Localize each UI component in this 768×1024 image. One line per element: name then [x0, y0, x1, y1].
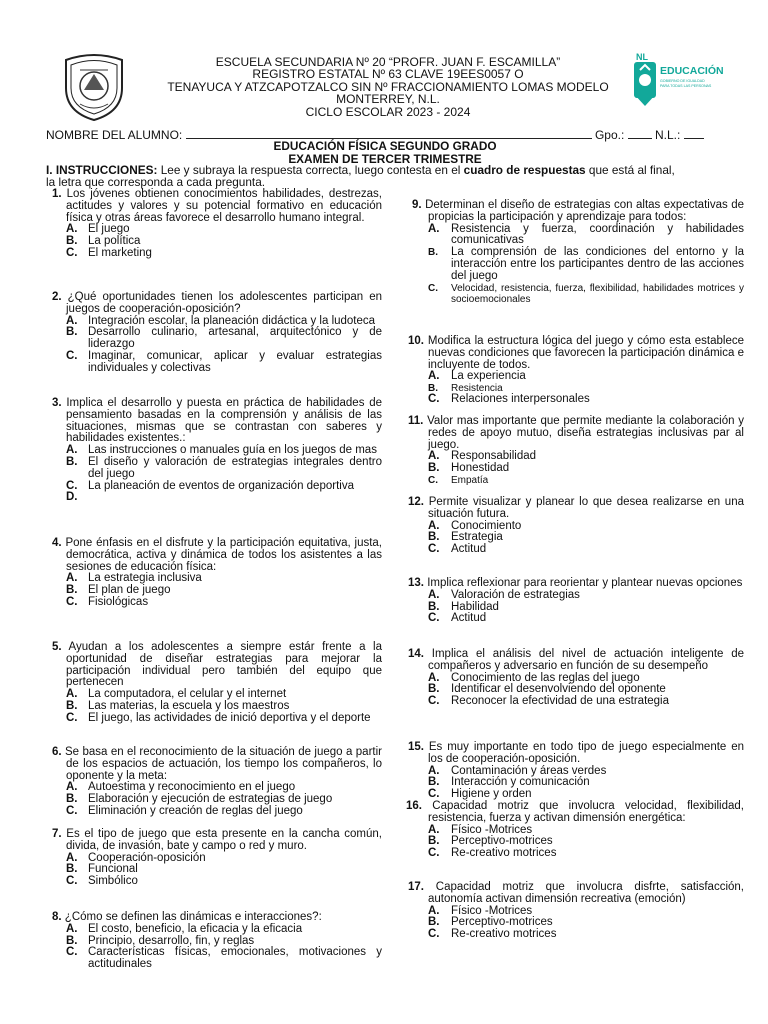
logo-sub1-text: GOBIERNO DE IGUALDAD [660, 79, 705, 83]
option-text: Re-creativo motrices [451, 928, 557, 941]
question-number: 5. [52, 641, 62, 653]
option-text: Las instrucciones o manuales guía en los juegos de mas [88, 444, 377, 457]
option-text: Las materias, la escuela y los maestros [88, 699, 290, 712]
instructions-text-3: la letra que corresponda a cada pregunta. [46, 175, 266, 189]
school-address: TENAYUCA Y ATZCAPOTZALCO SIN Nº FRACCIONAMIENTO LOMAS MODELO [167, 79, 609, 94]
student-name-label: NOMBRE DEL ALUMNO: [46, 128, 183, 142]
option-text: Contaminación y áreas verdes [451, 764, 607, 777]
option-c[interactable] [428, 544, 744, 556]
option-text: Fisiológicas [88, 595, 149, 608]
option-letter: B. [428, 462, 440, 475]
option-letter: A. [428, 823, 440, 836]
option-c[interactable] [66, 876, 382, 888]
option-letter: C. [428, 282, 438, 294]
option-letter: A. [428, 519, 440, 532]
option-text: Valoración de estrategias [451, 588, 580, 601]
option-c[interactable] [66, 713, 382, 725]
option-letter: C. [428, 474, 438, 486]
question-13 [406, 578, 744, 625]
school-registry: REGISTRO ESTATAL Nº 63 CLAVE 19EES0057 O [252, 67, 524, 82]
question-stem: Es el tipo de juego que esta presente en la cancha común, divida, de invasión, bate y campo o red y muro. [66, 828, 382, 852]
option-text: Habilidad [451, 600, 499, 613]
option-text: Re-creativo motrices [451, 847, 557, 860]
option-text: Funcional [88, 863, 138, 876]
question-number: 14. [408, 648, 424, 660]
option-letter: C. [428, 847, 440, 860]
list-number-field[interactable] [684, 128, 704, 139]
question-2 [46, 292, 382, 375]
question-number: 9. [412, 199, 422, 211]
group-label: Gpo.: [594, 128, 625, 142]
option-letter: C. [428, 928, 440, 941]
question-number: 3. [52, 397, 62, 409]
option-letter: B. [428, 683, 440, 696]
option-text: La planeación de eventos de organización deportiva [88, 479, 354, 492]
question-stem: Capacidad motriz que involucra disfrte, satisfacción, autonomía activan dimensión recreativa (emoción) [424, 881, 744, 905]
option-c[interactable] [66, 351, 382, 375]
option-c[interactable] [66, 597, 382, 609]
option-text: El costo, beneficio, la eficacia y la eficacia [88, 922, 303, 935]
option-text: La estrategia inclusiva [88, 572, 202, 585]
option-text: Desarrollo culinario, artesanal, arquitectónico y de liderazgo [88, 326, 382, 351]
option-letter: C. [428, 788, 440, 801]
question-stem: Implica reflexionar para reorientar y plantear nuevas opciones [424, 577, 743, 589]
question-16 [406, 801, 744, 860]
question-12 [406, 497, 744, 556]
option-text: Perceptivo-motrices [451, 835, 553, 848]
option-letter: B. [428, 247, 438, 259]
option-letter: C. [66, 349, 78, 362]
option-c[interactable] [428, 696, 744, 708]
option-text: Empatía [451, 474, 489, 486]
option-text: Relaciones interpersonales [451, 393, 590, 406]
option-letter: A. [428, 764, 440, 777]
group-field[interactable] [628, 128, 652, 139]
option-letter: A. [66, 223, 78, 236]
option-letter: A. [66, 781, 78, 794]
instructions-text-2: que está al final, [585, 163, 675, 177]
option-a[interactable] [66, 924, 382, 936]
instructions-text-1: Lee y subraya la respuesta correcta, luego contesta en el [157, 163, 464, 177]
option-text: Resistencia y fuerza, coordinación y habilidades comunicativas [451, 222, 744, 247]
option-text: Higiene y orden [451, 788, 532, 801]
option-letter: C. [66, 479, 78, 492]
option-letter: A. [66, 314, 78, 327]
question-stem: Implica el análisis del nivel de actuación inteligente de compañeros y adversario en función de su desempeño [424, 648, 744, 672]
option-letter: C. [428, 393, 440, 406]
question-stem: Es muy importante en todo tipo de juego especialmente en los de cooperación-oposición. [424, 741, 744, 765]
option-b[interactable] [66, 701, 382, 713]
question-stem: Se basa en el reconocimiento de la situación de juego a partir de los espacios de actuación, los tiempo los compañeros, lo oponente y la meta: [65, 746, 382, 782]
option-c[interactable] [428, 848, 744, 860]
option-text: Honestidad [451, 462, 510, 475]
option-letter: B. [66, 326, 78, 339]
option-text: Físico -Motrices [451, 823, 533, 836]
instructions-label: I. INSTRUCCIONES: [46, 163, 158, 177]
exam-subject: EDUCACIÓN FÍSICA SEGUNDO GRADO [273, 139, 497, 153]
school-cycle: CICLO ESCOLAR 2023 - 2024 [305, 104, 471, 119]
option-letter: C. [66, 875, 78, 888]
option-text: El juego, las actividades de inició deportiva y el deporte [88, 711, 371, 724]
option-text: El plan de juego [88, 584, 171, 597]
option-letter: A. [428, 671, 440, 684]
question-number: 11. [408, 415, 424, 427]
question-3 [46, 398, 382, 504]
option-letter: A. [428, 370, 440, 383]
option-c[interactable] [66, 806, 382, 818]
question-9 [406, 200, 744, 305]
option-letter: C. [66, 711, 78, 724]
option-letter: B. [66, 235, 78, 248]
option-letter: B. [66, 793, 78, 806]
question-7 [46, 829, 382, 888]
question-1 [46, 189, 382, 260]
option-letter: B. [428, 776, 440, 789]
option-d[interactable] [66, 492, 382, 504]
question-number: 1. [52, 188, 62, 200]
option-text: Perceptivo-motrices [451, 916, 553, 929]
option-text: Conocimiento [451, 519, 522, 532]
option-text: Responsabilidad [451, 450, 537, 463]
option-b[interactable] [428, 247, 744, 282]
option-text: Estrategia [451, 531, 503, 544]
option-letter: C. [66, 804, 78, 817]
school-crest-logo [58, 50, 130, 122]
option-text: Identificar el desenvolviendo del oponente [451, 683, 666, 696]
option-letter: A. [66, 572, 78, 585]
option-letter: B. [428, 531, 440, 544]
option-text: Físico -Motrices [451, 904, 533, 917]
option-text: La comprensión de las condiciones del entorno y la interacción entre los participantes dentro de las acciones del juego [451, 246, 744, 282]
question-4 [46, 538, 382, 609]
logo-sub2-text: PARA TODAS LAS PERSONAS [660, 84, 712, 88]
question-stem: Determinan el diseño de estrategias con altas expectativas de propicias la participación y aprendizaje para todos: [425, 199, 745, 223]
question-number: 6. [52, 746, 62, 758]
question-17 [406, 882, 744, 941]
option-a[interactable] [428, 371, 744, 383]
option-b[interactable] [66, 457, 382, 481]
question-stem: Pone énfasis en el disfrute y la participación equitativa, justa, democrática, activa y dinámica de todos los asistentes a las sesiones de educación física: [65, 537, 382, 573]
option-b[interactable] [66, 327, 382, 351]
question-14 [406, 649, 744, 708]
question-number: 10. [408, 335, 424, 347]
option-c[interactable] [66, 481, 382, 493]
option-text: Eliminación y creación de reglas del juego [88, 804, 303, 817]
option-letter: A. [66, 444, 78, 457]
option-text: Imaginar, comunicar, aplicar y evaluar estrategias individuales y colectivas [88, 349, 382, 374]
option-text: El marketing [88, 246, 152, 259]
nl-educacion-logo [632, 52, 736, 116]
option-letter: B. [66, 863, 78, 876]
option-text: Reconocer la efectividad de una estrategia [451, 695, 670, 708]
option-text: El juego [88, 223, 130, 236]
option-c[interactable] [428, 475, 744, 486]
option-letter: B. [428, 835, 440, 848]
option-a[interactable] [428, 224, 744, 248]
question-stem: Modifica la estructura lógica del juego y cómo esta establece nuevas condiciones que favorecen la participación dinámica e incluyente de todos. [424, 335, 744, 371]
logo-nl-text: NL [636, 52, 648, 62]
option-text: Simbólico [88, 875, 138, 888]
question-number: 12. [408, 496, 424, 508]
question-stem: Capacidad motriz que involucra velocidad, flexibilidad, resistencia, fuerza y activan dimensión energética: [422, 800, 744, 824]
option-letter: C. [66, 595, 78, 608]
school-name: ESCUELA SECUNDARIA Nº 20 “PROFR. JUAN F. ESCAMILLA” [215, 55, 561, 69]
question-stem: Los jóvenes obtienen conocimientos habilidades, destrezas, actitudes y valores y su potencial formativo en educación física y otras áreas favorece el desarrollo humano integral. [66, 188, 382, 224]
option-text: Integración escolar, la planeación didáctica y la ludoteca [88, 314, 376, 327]
option-text: Autoestima y reconocimiento en el juego [88, 781, 296, 794]
question-number: 2. [52, 291, 62, 303]
option-letter: A. [66, 688, 78, 701]
option-c[interactable] [428, 394, 744, 406]
question-number: 15. [408, 741, 424, 753]
option-text: La experiencia [451, 370, 526, 383]
question-6 [46, 747, 382, 818]
question-number: 16. [406, 800, 422, 812]
option-letter: A. [428, 904, 440, 917]
option-text: Cooperación-oposición [88, 851, 206, 864]
option-text: Velocidad, resistencia, fuerza, flexibilidad, habilidades motrices y socioemocionales [451, 282, 744, 305]
option-text: Principio, desarrollo, fin, y reglas [88, 934, 255, 947]
option-letter: C. [428, 543, 440, 556]
option-text: La computadora, el celular y el internet [88, 688, 287, 701]
question-stem: Ayudan a los adolescentes a siempre estár frente a la oportunidad de diseñar estrategias para mejorar la participación individual pero también del equipo que pertenecen [66, 641, 382, 689]
option-b[interactable] [428, 463, 744, 475]
option-text: Resistencia [451, 383, 503, 395]
instructions-bold: cuadro de respuestas [463, 163, 586, 177]
option-letter: D. [66, 491, 78, 504]
option-letter: A. [66, 922, 78, 935]
option-text: Interacción y comunicación [451, 776, 590, 789]
exam-period: EXAMEN DE TERCER TRIMESTRE [288, 151, 482, 166]
option-text: La política [88, 235, 141, 248]
question-number: 17. [408, 881, 424, 893]
option-c[interactable] [66, 248, 382, 260]
option-text: Características físicas, emocionales, motivaciones y actitudinales [88, 946, 382, 971]
option-text: Elaboración y ejecución de estrategias de juego [88, 793, 333, 806]
school-city: MONTERREY, N.L. [336, 92, 440, 107]
question-15 [406, 742, 744, 801]
option-a[interactable] [428, 590, 744, 602]
question-number: 13. [408, 577, 424, 589]
option-text: Actitud [451, 543, 487, 556]
option-letter: B. [66, 584, 78, 597]
option-letter: B. [428, 383, 438, 395]
logo-educacion-text: EDUCACIÓN [660, 65, 724, 77]
option-c[interactable] [428, 929, 744, 941]
option-letter: A. [66, 851, 78, 864]
question-number: 8. [52, 911, 62, 923]
question-number: 4. [52, 537, 62, 549]
option-c[interactable] [428, 283, 744, 305]
option-text [88, 492, 382, 504]
student-name-field[interactable] [186, 128, 592, 139]
instructions [46, 164, 726, 188]
option-text: El diseño y valoración de estrategias integrales dentro del juego [88, 455, 382, 480]
option-letter: A. [428, 588, 440, 601]
question-stem: Valor mas importante que permite mediante la colaboración y redes de apoyo mutuo, diseña estrategias inclusivas par al juego. [423, 415, 744, 451]
option-letter: B. [66, 699, 78, 712]
option-text: Conocimiento de las reglas del juego [451, 671, 640, 684]
option-letter: C. [66, 946, 78, 959]
school-header [140, 56, 636, 118]
question-5 [46, 642, 382, 725]
exam-title [150, 140, 620, 165]
option-letter: A. [428, 222, 440, 235]
option-letter: B. [66, 455, 78, 468]
option-letter: B. [66, 934, 78, 947]
option-letter: C. [428, 612, 440, 625]
option-letter: C. [66, 246, 78, 259]
option-c[interactable] [66, 947, 382, 971]
question-stem: ¿Cómo se definen las dinámicas e interacciones?: [64, 911, 322, 923]
option-letter: B. [428, 916, 440, 929]
option-text: Actitud [451, 612, 487, 625]
list-number-label: N.L.: [654, 128, 681, 142]
question-stem: Implica el desarrollo y puesta en práctica de habilidades de pensamiento basadas en la comprensión y análisis de las situaciones, mismas que se contrastan con saberes y habilidades existentes.: [66, 397, 382, 445]
option-c[interactable] [428, 613, 744, 625]
question-stem: Permite visualizar y planear lo que desea realizarse en una situación futura. [424, 496, 744, 520]
option-letter: C. [428, 695, 440, 708]
question-11 [406, 416, 744, 486]
question-stem: ¿Qué oportunidades tienen los adolescentes participan en juegos de cooperación-oposición? [66, 291, 382, 315]
option-letter: B. [428, 600, 440, 613]
option-letter: A. [428, 450, 440, 463]
question-10 [406, 336, 744, 406]
question-8 [46, 912, 382, 971]
question-number: 7. [52, 828, 62, 840]
